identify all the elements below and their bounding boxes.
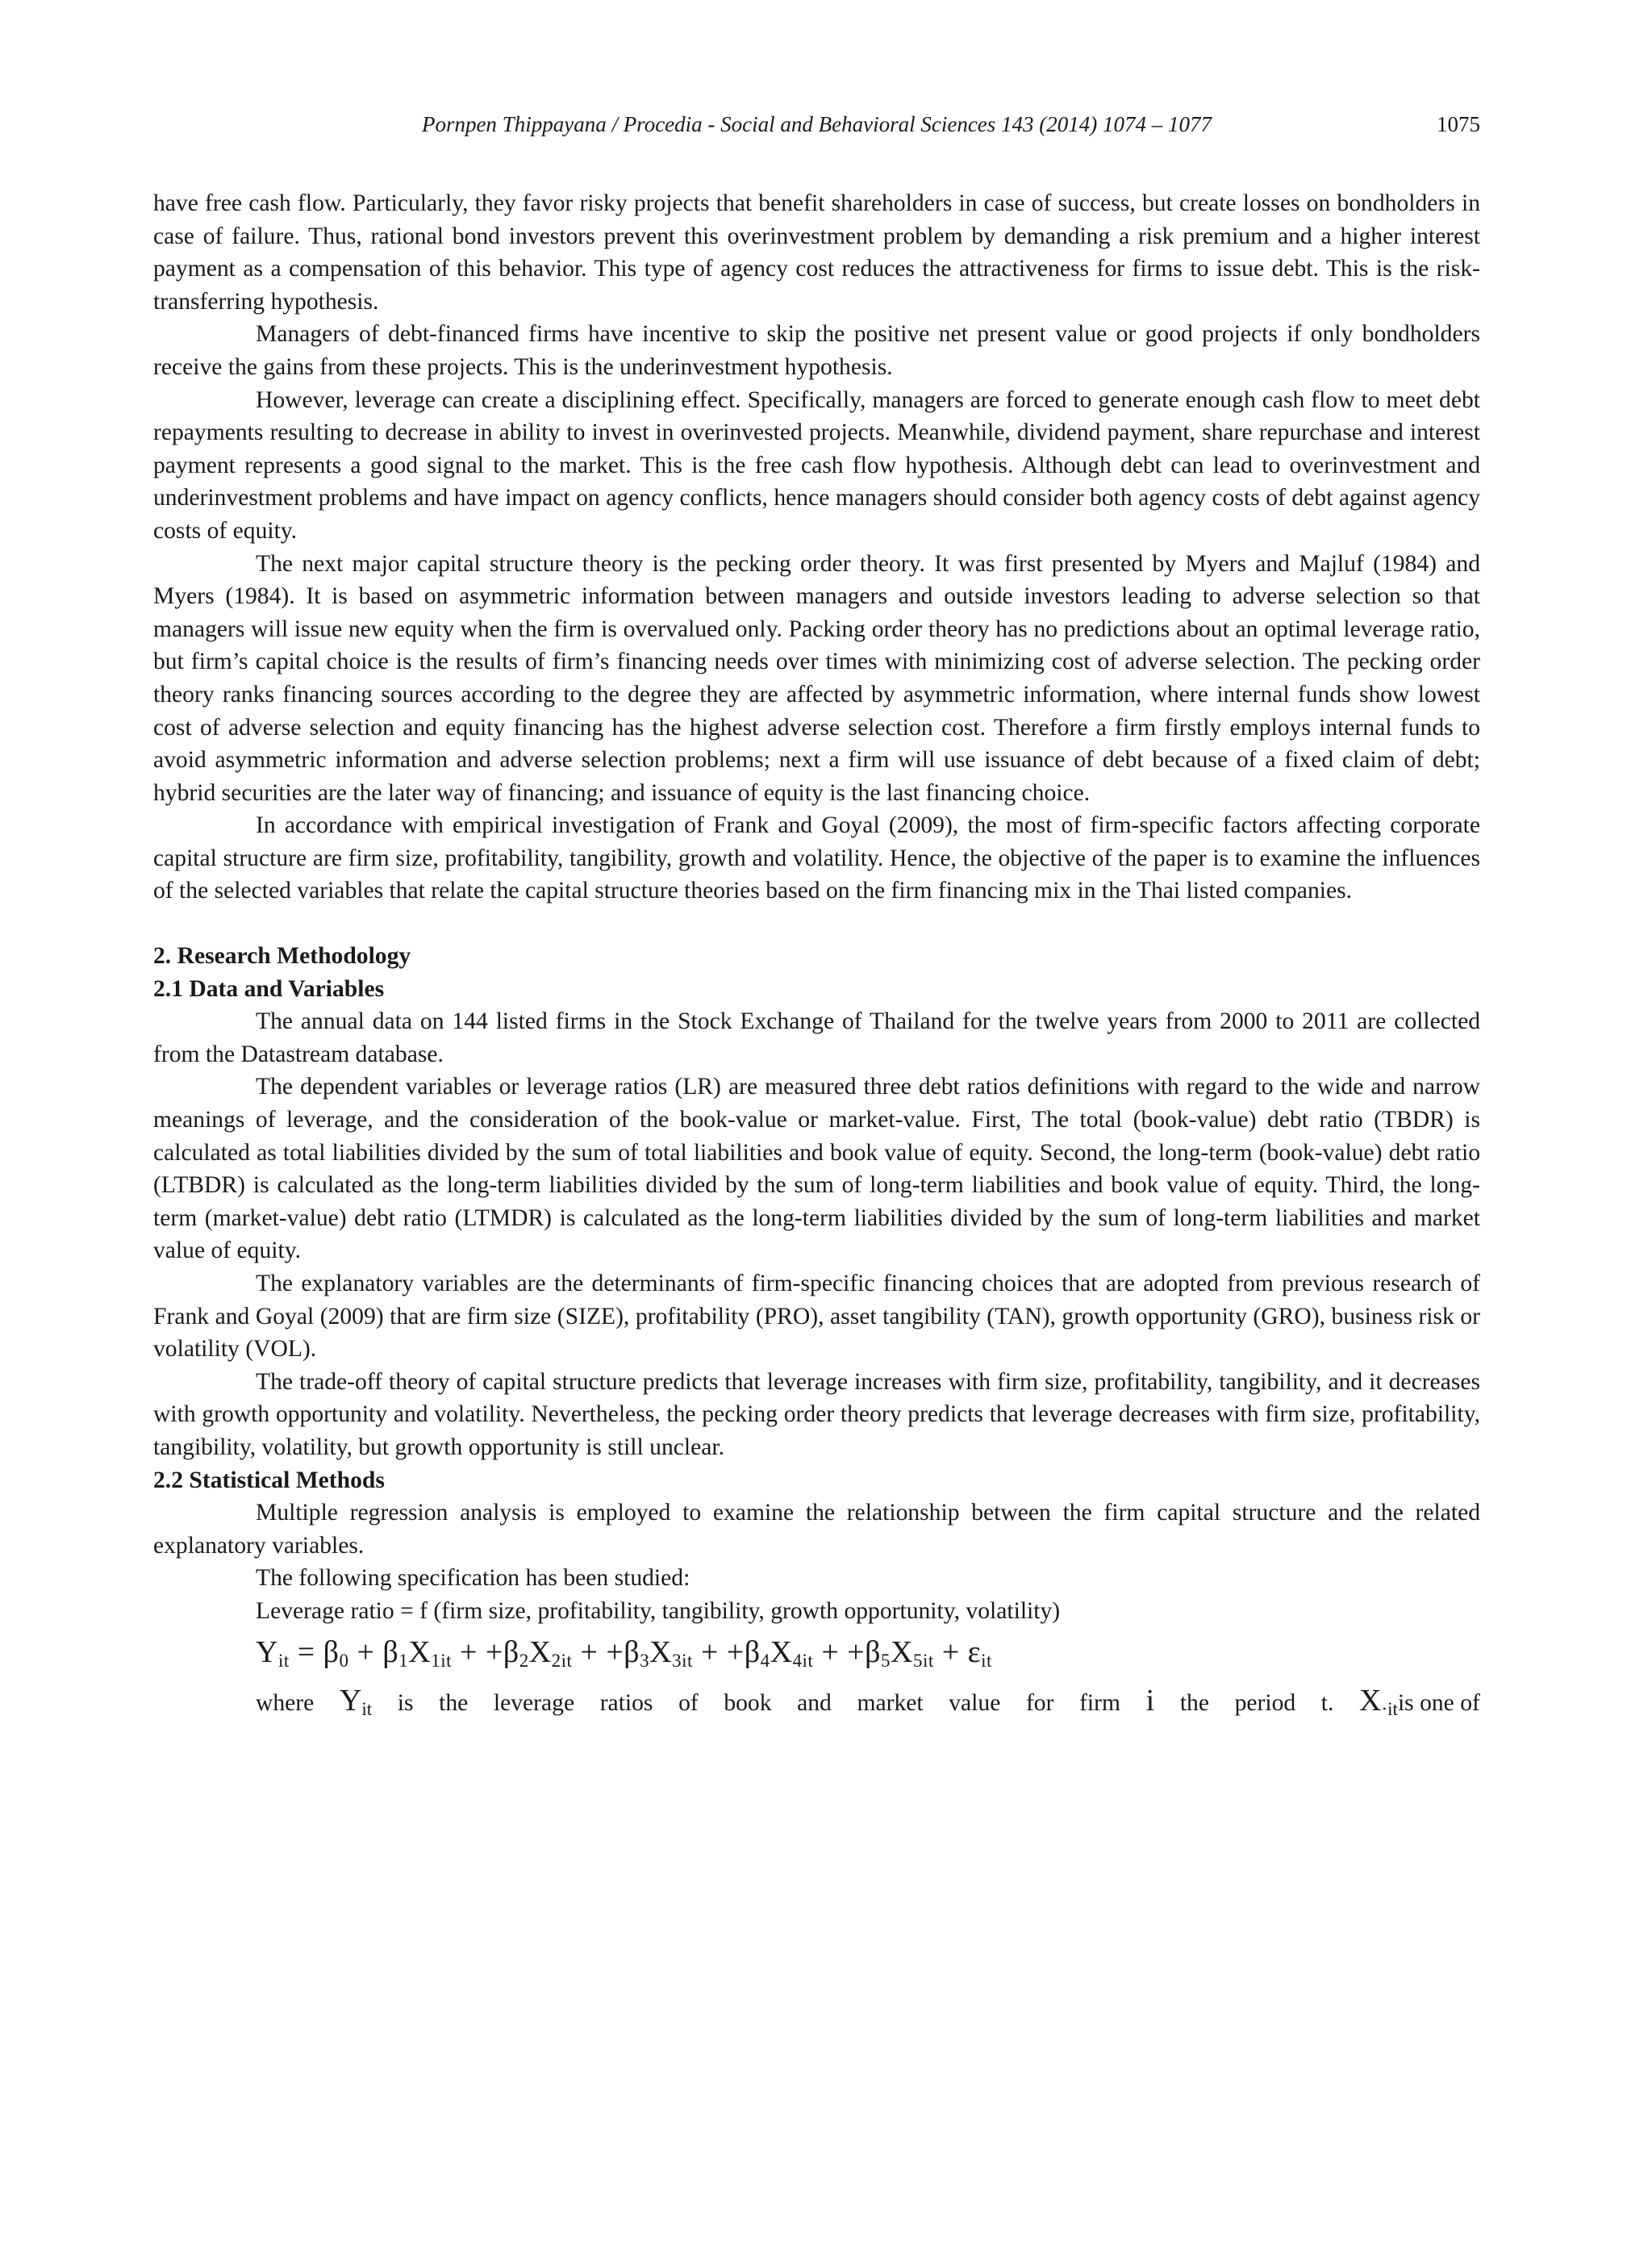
section-gap	[153, 908, 1480, 940]
eq-b0-sub: 0	[339, 1650, 349, 1671]
eq-part-d: + +β	[572, 1634, 640, 1669]
eq-part-g: + ε	[933, 1634, 982, 1669]
eq-b4-sub: 4	[760, 1650, 770, 1671]
regression-equation	[153, 1631, 1480, 1673]
where-word: the	[1179, 1689, 1209, 1716]
paragraph-objective: In accordance with empirical investigation of Frank and Goyal (2009), the most of firm-specific factors affecting corporate capital structure are firm size, profitability, tangibility, growth and volatility. Hence, the objective of the paper is to examine the influences of the selected variables that relate the capital structure theories based on the firm financing mix in the Thai listed companies.	[153, 812, 1480, 904]
where-word: leverage	[493, 1689, 575, 1716]
where-y: Y	[339, 1683, 362, 1718]
eq-x2-sub: 2it	[551, 1650, 573, 1671]
where-word: ratios	[599, 1689, 653, 1716]
eq-b2-sub: 2	[519, 1650, 529, 1671]
running-title: Pornpen Thippayana / Procedia - Social and Behavioral Sciences 143 (2014) 1074 – 1077	[421, 112, 1212, 136]
where-word: value	[949, 1689, 1001, 1716]
where-x: X	[1359, 1683, 1382, 1718]
eq-y-sub: it	[277, 1650, 290, 1671]
paragraph-explanatory-variables: The explanatory variables are the determinants of firm-specific financing choices that are adopted from previous research of Frank and Goyal (2009) that are firm size (SIZE), profitability (PRO), asset tangibility (TAN), growth opportunity (GRO), business risk or volatility (VOL).	[153, 1271, 1480, 1363]
paragraph-specification: The following specification has been studied:	[256, 1565, 690, 1592]
where-word: t.	[1320, 1689, 1334, 1716]
where-word: firm	[1079, 1689, 1121, 1716]
eq-x3-sub: 3it	[672, 1650, 693, 1671]
eq-part-b: + β	[348, 1634, 399, 1669]
eq-part-a: = β	[289, 1634, 340, 1669]
paragraph-theory-predictions: The trade-off theory of capital structure predicts that leverage increases with firm size, profitability, tangibility, and it decreases with growth opportunity and volatility. Nevertheless, the pecking order theory predicts that leverage decreases with firm size, profitability, tangibility, volatility, but growth opportunity is still unclear.	[153, 1368, 1480, 1460]
eq-x4: X	[770, 1634, 793, 1669]
subsection-heading-statistical: 2.2 Statistical Methods	[153, 1467, 385, 1493]
paragraph-leverage-function: Leverage ratio = f (firm size, profitability, tangibility, growth opportunity, volatility)	[256, 1597, 1061, 1624]
where-tail: is one of	[1397, 1689, 1480, 1716]
eq-x1: X	[408, 1634, 432, 1669]
where-word: period	[1234, 1689, 1296, 1716]
section-heading-methodology: 2. Research Methodology	[153, 943, 411, 970]
paragraph-pecking-order: The next major capital structure theory is the pecking order theory. It was first presented by Myers and Majluf (1984) and Myers (1984). It is based on asymmetric information between managers and outside investors leading to adverse selection so that managers will issue new equity when the firm is overvalued only. Packing order theory has no predictions about an optimal leverage ratio, but firm’s capital choice is the results of firm’s financing needs over times with minimizing cost of adverse selection. The pecking order theory ranks financing sources according to the degree they are affected by asymmetric information, where internal funds show lowest cost of adverse selection and equity financing has the highest adverse selection cost. Therefore a firm firstly employs internal funds to avoid asymmetric information and adverse selection problems; next a firm will use issuance of debt because of a fixed claim of debt; hybrid securities are the later way of financing; and issuance of equity is the last financing choice.	[153, 550, 1480, 806]
where-word: for	[1025, 1689, 1054, 1716]
where-word: book	[724, 1689, 772, 1716]
eq-x2: X	[528, 1634, 552, 1669]
where-x-sub: ·it	[1381, 1698, 1398, 1719]
paragraph-risk-transferring: have free cash flow. Particularly, they favor risky projects that benefit shareholders in case of success, but create losses on bondholders in case of failure. Thus, rational bond investors prevent this overinvestment problem by demanding a risk premium and a higher interest payment as a compensation of this behavior. This type of agency cost reduces the attractiveness for firms to issue debt. This is the risk-transferring hypothesis.	[153, 190, 1480, 315]
eq-b1-sub: 1	[398, 1650, 409, 1671]
eq-y: Y	[256, 1634, 278, 1669]
paragraph-free-cash-flow: However, leverage can create a disciplining effect. Specifically, managers are forced to generate enough cash flow to meet debt repayments resulting to decrease in ability to invest in overinvested projects. Meanwhile, dividend payment, share repurchase and interest payment represents a good signal to the market. This is the free cash flow hypothesis. Although debt can lead to overinvestment and underinvestment problems and have impact on agency conflicts, hence managers should consider both agency costs of debt against agency costs of equity.	[153, 386, 1480, 544]
where-word: and	[797, 1689, 832, 1716]
eq-b3-sub: 3	[640, 1650, 650, 1671]
where-clause	[153, 1684, 1480, 1726]
paragraph-data: The annual data on 144 listed firms in the Stock Exchange of Thailand for the twelve years from 2000 to 2011 are collected from the Datastream database.	[153, 1008, 1480, 1067]
eq-e-sub: it	[981, 1650, 992, 1671]
paragraph-regression: Multiple regression analysis is employed to examine the relationship between the firm capital structure and the related explanatory variables.	[153, 1500, 1480, 1559]
paragraph-underinvestment: Managers of debt-financed firms have incentive to skip the positive net present value or good projects if only bondholders receive the gains from these projects. This is the underinvestment hypothesis.	[153, 321, 1480, 380]
where-word: is	[397, 1689, 414, 1716]
subsection-heading-data: 2.1 Data and Variables	[153, 975, 385, 1002]
article-body	[153, 187, 1480, 1726]
running-header	[153, 108, 1480, 140]
where-i: i	[1145, 1683, 1155, 1718]
eq-part-e: + +β	[692, 1634, 761, 1669]
where-word: the	[439, 1689, 469, 1716]
eq-x5-sub: 5it	[912, 1650, 934, 1671]
eq-x3: X	[649, 1634, 673, 1669]
where-word: market	[857, 1689, 924, 1716]
eq-x4-sub: 4it	[792, 1650, 814, 1671]
eq-part-c: + +β	[452, 1634, 519, 1669]
eq-b5-sub: 5	[881, 1650, 891, 1671]
where-word: where	[256, 1689, 315, 1716]
page-number: 1075	[1437, 112, 1480, 136]
where-x-symbol	[1359, 1684, 1480, 1726]
where-y-symbol	[340, 1684, 372, 1726]
eq-x1-sub: 1it	[431, 1650, 452, 1671]
eq-x5: X	[891, 1634, 913, 1669]
paragraph-dependent-variables: The dependent variables or leverage ratios (LR) are measured three debt ratios definitions with regard to the wide and narrow meanings of leverage, and the consideration of the book-value or market-value. First, The total (book-value) debt ratio (TBDR) is calculated as total liabilities divided by the sum of total liabilities and book value of equity. Second, the long-term (book-value) debt ratio (LTBDR) is calculated as the long-term liabilities divided by the sum of long-term liabilities and book value of equity. Third, the long-term (market-value) debt ratio (LTMDR) is calculated as the long-term liabilities divided by the sum of long-term liabilities and market value of equity.	[153, 1074, 1480, 1264]
eq-part-f: + +β	[813, 1634, 882, 1669]
where-word: of	[678, 1689, 699, 1716]
where-y-sub: it	[361, 1698, 373, 1719]
